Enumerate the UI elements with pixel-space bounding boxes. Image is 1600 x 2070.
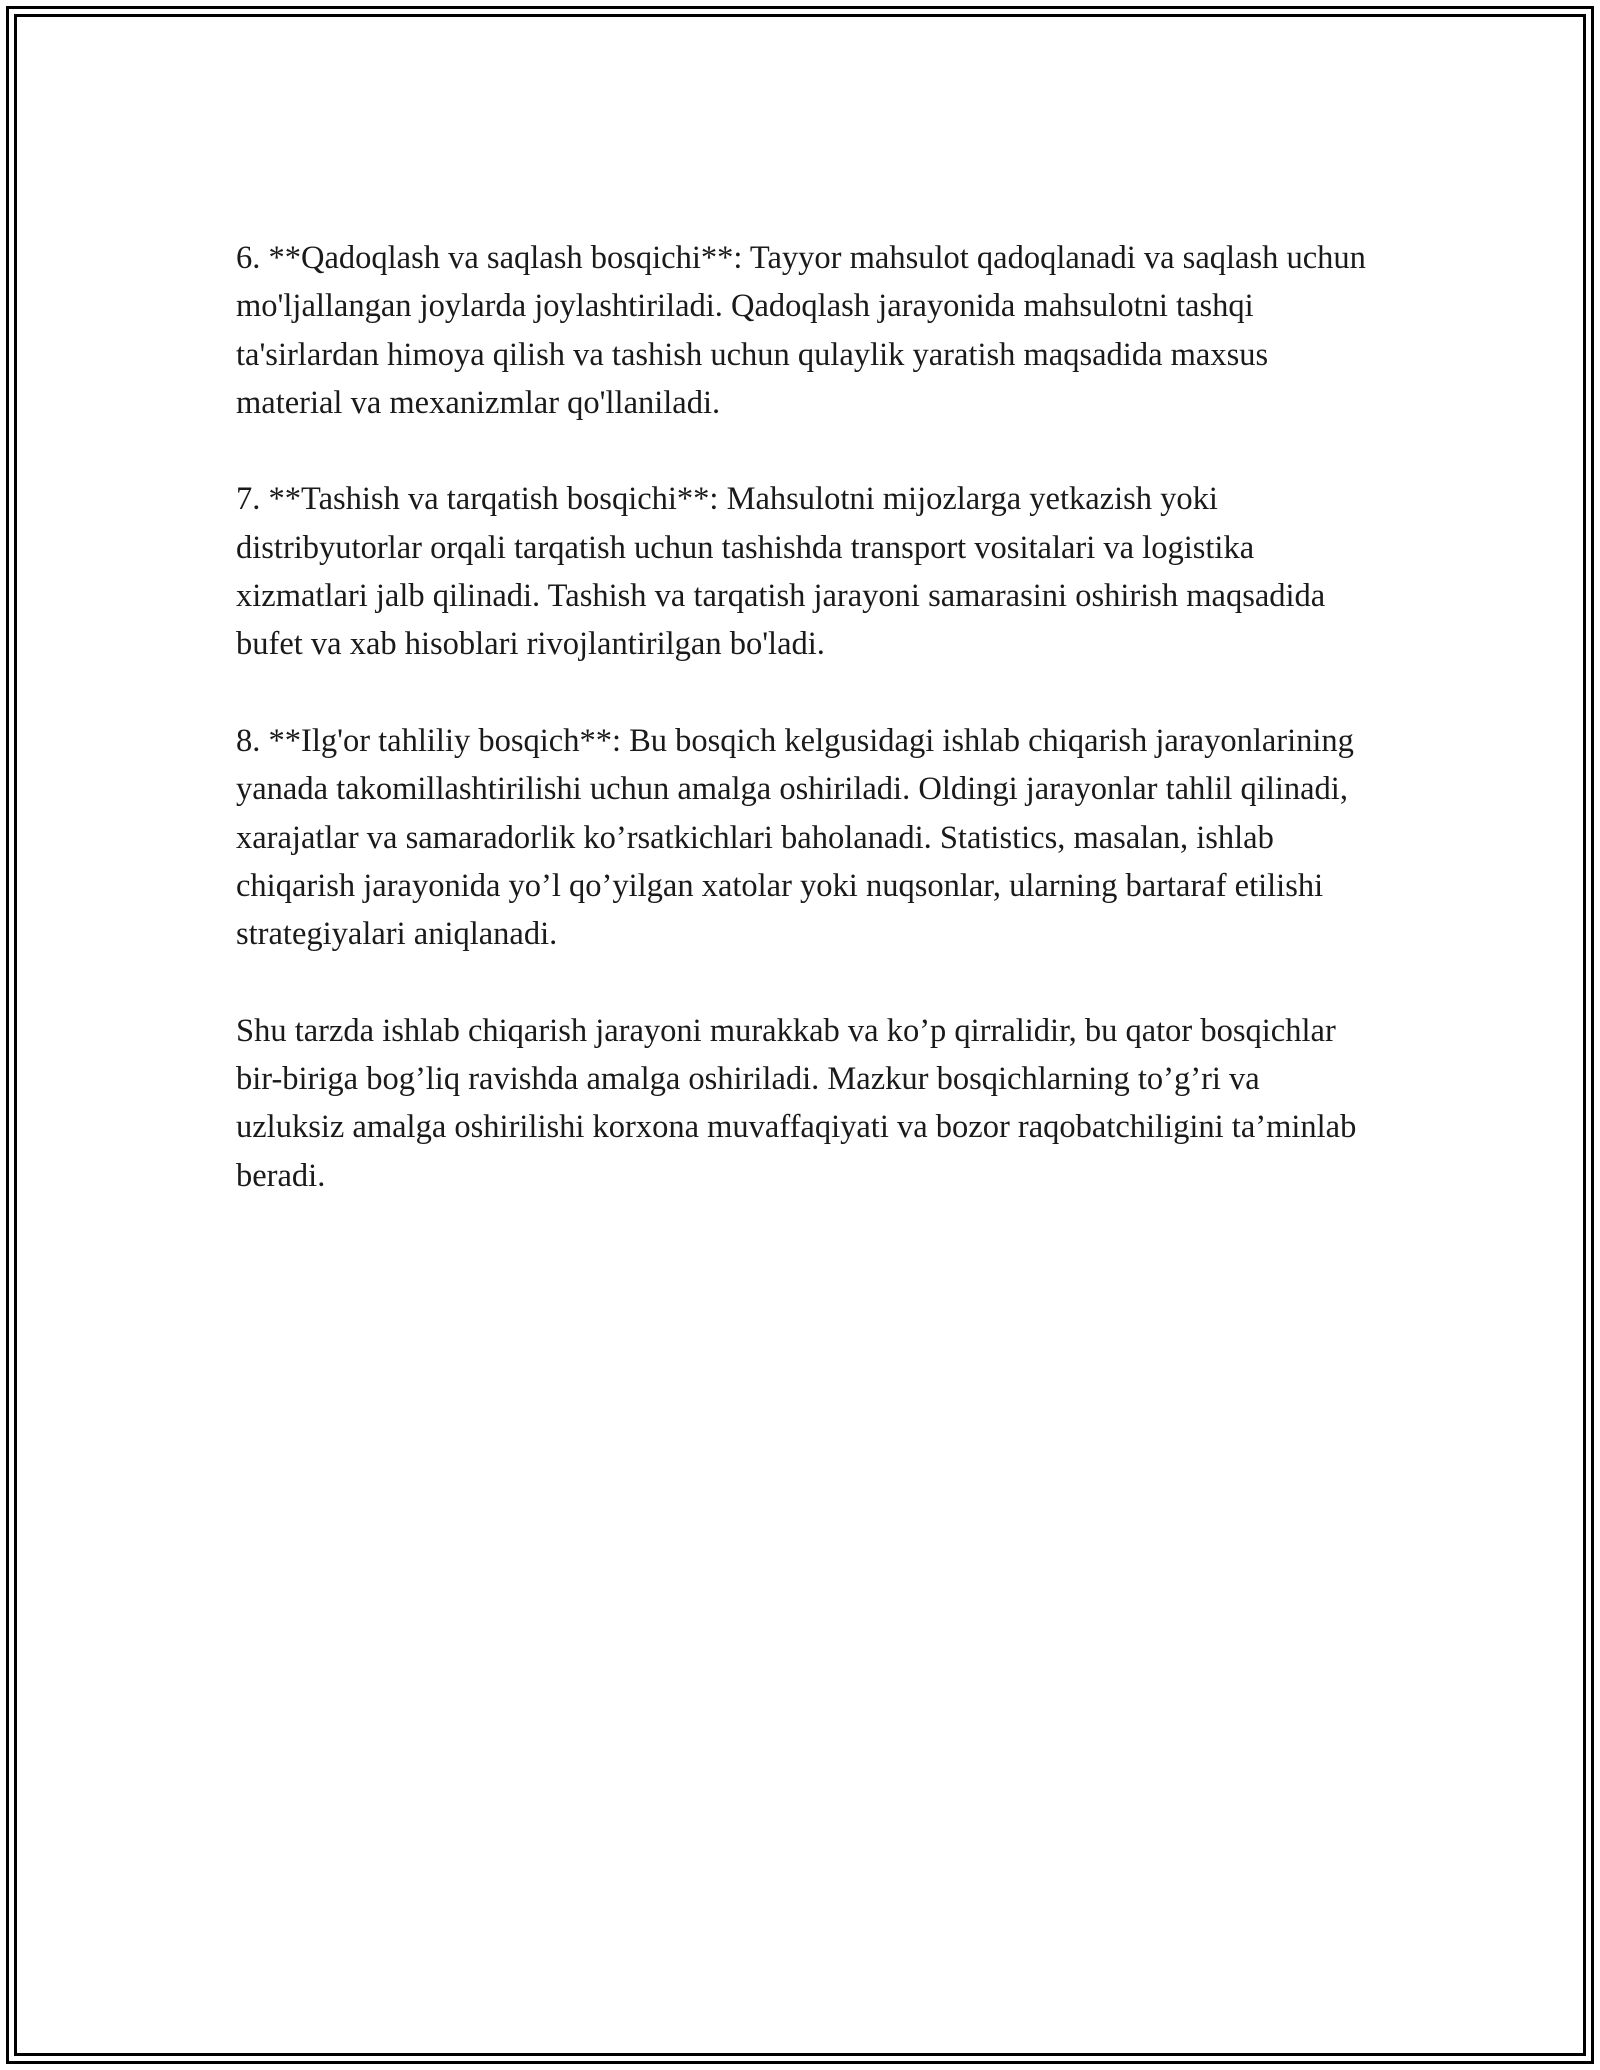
document-body bbox=[236, 234, 1366, 1200]
paragraph-conclusion: Shu tarzda ishlab chiqarish jarayoni murakkab va ko’p qirralidir, bu qator bosqichlar bir-biriga bog’liq ravishda amalga oshiriladi. Mazkur bosqichlarning to’g’ri va uzluksiz amalga oshirilishi korxona muvaffaqiyati va bozor raqobatchiligini ta’minlab beradi. bbox=[236, 1012, 1357, 1194]
paragraph-analysis-stage: 8. **Ilg'or tahliliy bosqich**: Bu bosqich kelgusidagi ishlab chiqarish jarayonlarining yanada takomillashtirilishi uchun amalga oshiriladi. Oldingi jarayonlar tahlil qilinadi, xarajatlar va samaradorlik ko’rsatkichlari baholanadi. Statistics, masalan, ishlab chiqarish jarayonida yo’l qo’yilgan xatolar yoki nuqsonlar, ularning bartaraf etilishi strategiyalari aniqlanadi. bbox=[236, 722, 1354, 953]
paragraph-transport-stage: 7. **Tashish va tarqatish bosqichi**: Mahsulotni mijozlarga yetkazish yoki distribyutorlar orqali tarqatish uchun tashishda transport vositalari va logistika xizmatlari jalb qilinadi. Tashish va tarqatish jarayoni samarasini oshirish maqsadida bufet va xab hisoblari rivojlantirilgan bo'ladi. bbox=[236, 481, 1326, 663]
paragraph-packaging-stage: 6. **Qadoqlash va saqlash bosqichi**: Tayyor mahsulot qadoqlanadi va saqlash uchun mo'ljallangan joylarda joylashtiriladi. Qadoqlash jarayonida mahsulotni tashqi ta'sirlardan himoya qilish va tashish uchun qulaylik yaratish maqsadida maxsus material va mexanizmlar qo'llaniladi. bbox=[236, 240, 1366, 421]
